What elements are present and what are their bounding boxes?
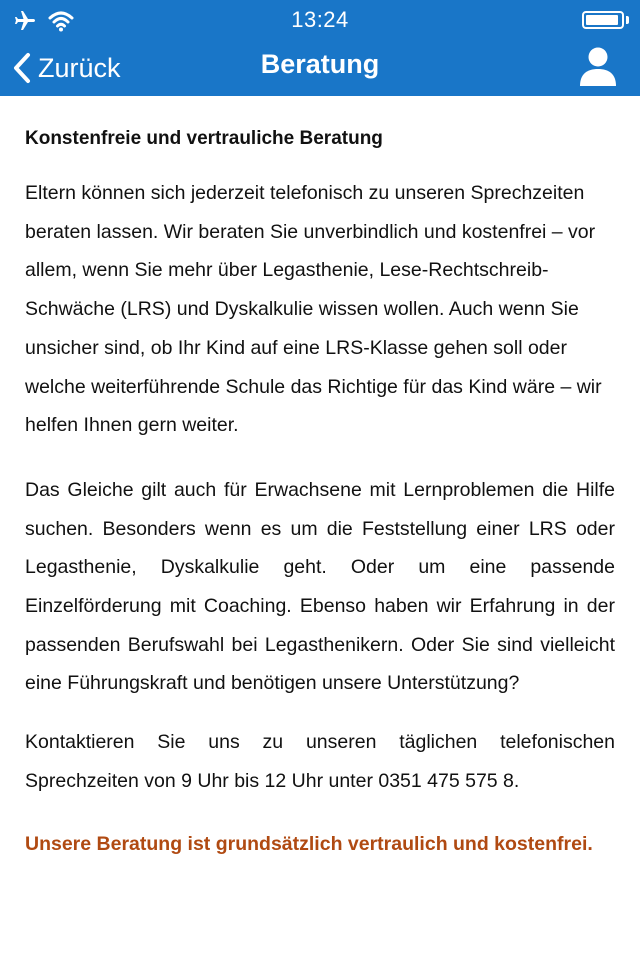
battery-level [586, 15, 618, 25]
chevron-left-icon [12, 52, 32, 84]
back-button-label: Zurück [38, 52, 121, 83]
content-area [25, 122, 615, 863]
status-time: 13:24 [291, 7, 349, 32]
top-bar [0, 0, 640, 96]
user-icon [578, 46, 618, 88]
paragraph-contact: Kontaktieren Sie uns zu unseren täglichen telefonischen Sprechzeiten von 9 Uhr bis 12 Uhr unter 0351 475 575 8. [25, 731, 615, 792]
section-heading: Konstenfreie und vertrauliche Beratung [25, 128, 383, 149]
profile-button[interactable] [578, 46, 618, 88]
status-bar [0, 0, 640, 40]
back-button[interactable] [12, 46, 121, 90]
paragraph-parents: Eltern können sich jederzeit telefonisch zu unseren Sprechzeiten beraten lassen. Wir beraten Sie unverbindlich und kostenfrei – vor allem, wenn Sie mehr über Legasthenie, Lese-Rechtschreib-Schwäche (LRS) und Dyskalkulie wissen wollen. Auch wenn Sie unsicher sind, ob Ihr Kind auf eine LRS-Klasse gehen soll oder welche weiterführende Schule das Richtige für das Kind wäre – wir helfen Ihnen gern weiter. [25, 182, 602, 437]
battery-icon [582, 10, 630, 30]
navigation-bar [0, 40, 640, 96]
page-title: Beratung [260, 49, 380, 79]
highlight-note: Unsere Beratung ist grundsätzlich vertraulich und kostenfrei. [25, 832, 593, 855]
paragraph-adults: Das Gleiche gilt auch für Erwachsene mit Lernproblemen die Hilfe suchen. Besonders wenn es um die Feststellung einer LRS oder Legasthenie, Dyskalkulie geht. Oder um eine passende Einzelförderung mit Coaching. Ebenso haben wir Erfahrung in der passenden Berufswahl bei Legasthenikern. Oder Sie sind vielleicht eine Führungskraft und benötigen unsere Unterstützung? [25, 478, 615, 695]
